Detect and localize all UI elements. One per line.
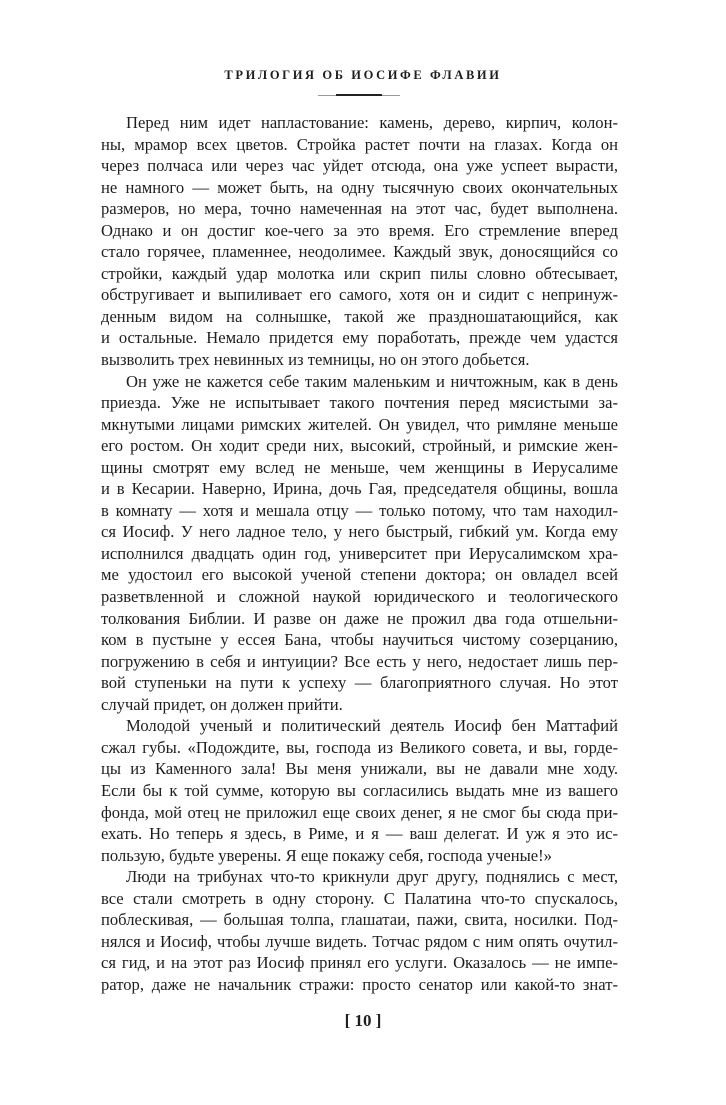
text-line: и остальные. Немало придется ему поработать, прежде чем удастся [101, 328, 618, 348]
text-line: ны, мрамор всех цветов. Стройка растет почти на глазах. Когда он [101, 134, 618, 154]
text-line: щины смотрят ему вслед не меньше, чем женщины в Иерусалиме [101, 457, 618, 477]
text-line: ехать. Но теперь я здесь, в Риме, и я — ваш делегат. И уж я это ис- [101, 824, 618, 844]
text-line: ся гид, и на этот раз Иосиф принял его услуги. Оказалось — не импе- [101, 953, 618, 973]
text-line: ся Иосиф. У него ладное тело, у него быстрый, гибкий ум. Когда ему [101, 522, 618, 542]
text-line: поблескивая, — большая толпа, глашатаи, пажи, свита, носилки. Под- [101, 910, 618, 930]
text-line: Молодой ученый и политический деятель Иосиф бен Маттафий [126, 716, 618, 736]
paragraph [101, 112, 618, 371]
text-line: обстругивает и выпиливает его самого, хотя он и сидит с непринуж- [101, 285, 618, 305]
text-line: нялся и Иосиф, чтобы лучше видеть. Тотчас рядом с ним опять очутил- [101, 931, 618, 951]
text-line: стало горячее, пламеннее, неодолимее. Каждый звук, доносящийся со [101, 242, 618, 262]
text-line: Если бы к той сумме, которую вы согласились выдать мне из вашего [101, 780, 618, 800]
text-line: не намного — может быть, на одну тысячную своих окончательных [101, 177, 618, 197]
text-line: разветвленной и сложной наукой юридического и теологического [101, 587, 618, 607]
text-line: мкнутыми лицами римских жителей. Он увидел, что римляне меньше [101, 414, 618, 434]
text-line: через полчаса или через час уйдет отсюда, она уже успеет вырасти, [101, 156, 618, 176]
text-line: стройки, каждый удар молотка или скрип пилы словно обтесывает, [101, 263, 618, 283]
text-line: случай придет, он должен прийти. [101, 694, 343, 714]
text-line: его ростом. Он ходит среди них, высокий, стройный, и римские жен- [101, 436, 618, 456]
text-line: ком в пустыне у ессея Бана, чтобы научиться чистому созерцанию, [101, 630, 618, 650]
text-line: приезда. Уже не испытывает такого почтения перед мясистыми за- [101, 393, 618, 413]
text-line: вой ступеньки на пути к успеху — благоприятного случая. Но этот [101, 673, 618, 693]
text-line: денным видом на солнышке, такой же праздношатающийся, как [101, 306, 618, 326]
text-line: цы из Каменного зала! Вы меня унижали, вы не давали мне ходу. [101, 759, 618, 779]
text-line: сжал губы. «Подождите, вы, господа из Великого совета, и вы, горде- [101, 737, 618, 757]
page-number: [ 10 ] [344, 1011, 382, 1030]
running-header: ТРИЛОГИЯ ОБ ИОСИФЕ ФЛАВИИ [224, 68, 502, 82]
paragraph [101, 371, 618, 716]
text-line: Люди на трибунах что-то крикнули друг другу, поднялись с мест, [126, 867, 618, 887]
text-line: толкования Библии. И разве он даже не прожил два года отшельни- [101, 608, 618, 628]
paragraph [101, 866, 618, 995]
body-text [101, 112, 618, 995]
text-line: Однако и он достиг кое-чего за это время. Его стремление вперед [101, 220, 618, 240]
text-line: Он уже не кажется себе таким маленьким и ничтожным, как в день [126, 371, 618, 391]
text-line: исполнился двадцать один год, университет при Иерусалимском хра- [101, 543, 618, 563]
text-line: в комнату — хотя и мешала отцу — только потому, что там находил- [101, 500, 618, 520]
text-line: размеров, но мера, точно намеченная на этот час, будет выполнена. [101, 199, 618, 219]
text-line: все стали смотреть в одну сторону. С Палатина что-то спускалось, [101, 888, 618, 908]
text-line: Перед ним идет напластование: камень, дерево, кирпич, колон- [126, 113, 618, 132]
text-line: вызволить трех невинных из темницы, но он этого добьется. [101, 350, 530, 370]
text-line: погружению в себя и интуиции? Все есть у него, недостает лишь пер- [101, 651, 618, 671]
text-line: ме удостоил его высокой ученой степени доктора; он овладел всей [101, 565, 618, 585]
text-line: ратор, даже не начальник стражи: просто сенатор или какой-то знат- [101, 974, 618, 994]
text-line: пользую, будьте уверены. Я еще покажу себя, господа ученые!» [101, 845, 552, 865]
text-line: фонда, мой отец не приложил еще своих денег, я не смог бы сюда при- [101, 802, 618, 822]
paragraph [101, 715, 618, 866]
text-line: и в Кесарии. Наверно, Ирина, дочь Гая, председателя общины, вошла [101, 479, 618, 499]
header-rule-ornament [336, 94, 382, 96]
